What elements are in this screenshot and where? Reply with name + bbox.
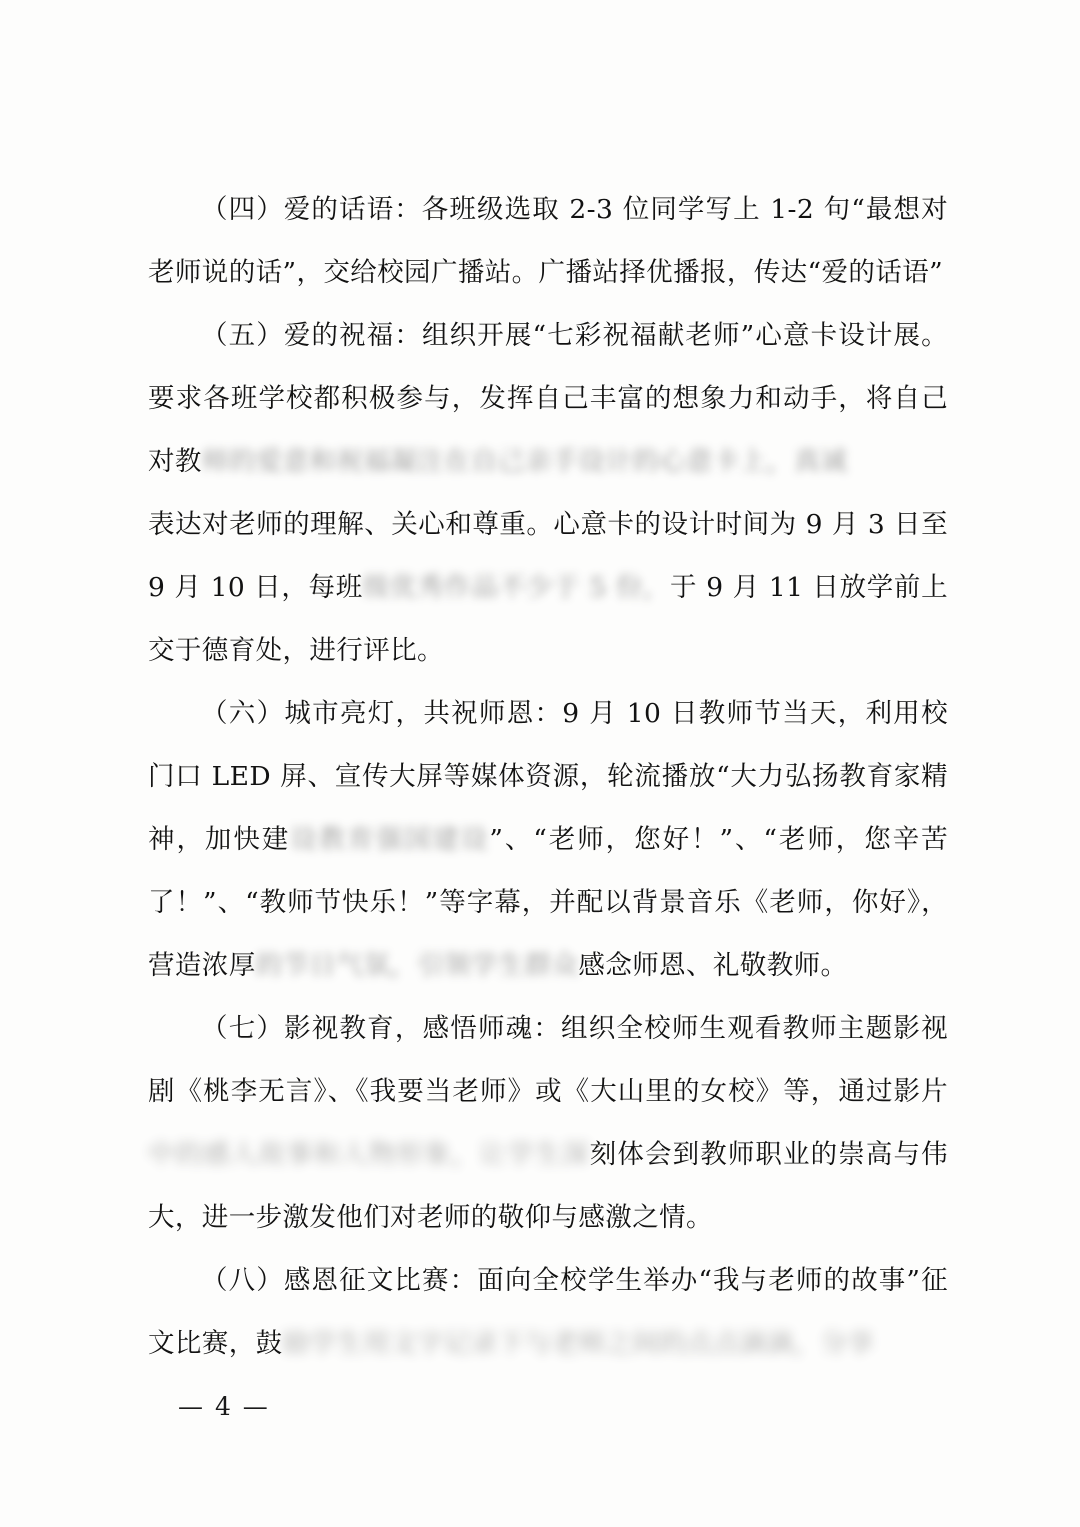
paragraph-item-six [148, 682, 948, 997]
redacted-text: 的节日气氛，引领学生群众 [255, 950, 579, 981]
paragraph-text: 于 9 月 11 日放学前上交于德育处，进行评比。 [148, 572, 948, 666]
redacted-text: 中的感人故事和人物形象，让学生深 [148, 1139, 590, 1170]
paragraph-item-four [148, 178, 948, 304]
redacted-text: 设教育强国建设 [290, 824, 490, 855]
paragraph-text: 刻体会到教师职业的崇高与伟大，进一步激发他们对老师的敬仰与感激之情。 [148, 1139, 948, 1233]
redacted-text: 级优秀作品不少于 5 份， [362, 572, 670, 603]
paragraph-text: 感念师恩、礼敬教师。 [578, 950, 848, 981]
paragraph-text: （五）爱的祝福：组织开展“七彩祝福献老师”心意卡设计展。要求各班学校都积极参与，发挥自己丰富的想象力和动手，将自己对教 [148, 320, 948, 477]
paragraph-text: （八）感恩征文比赛：面向全校学生举办“我与老师的故事”征文比赛，鼓 [148, 1265, 948, 1359]
paragraph-item-five [148, 304, 948, 493]
document-body [148, 178, 948, 1375]
redacted-text: 师的爱意和祝福凝注在自己亲手设计的心意卡上，真诚 [201, 446, 848, 477]
paragraph-text: （七）影视教育，感悟师魂：组织全校师生观看教师主题影视剧《桃李无言》、《我要当老师》或《大山里的女校》等，通过影片 [148, 1013, 948, 1107]
paragraph-text: （六）城市亮灯，共祝师恩：9 月 10 日教师节当天，利用校门口 LED 屏、宣传大屏等媒体资源，轮流播放“大力弘扬教育家精神，加快建 [148, 698, 948, 855]
paragraph-item-five-continued [148, 493, 948, 682]
paragraph-text: ”、“老师，您好！”、“老师，您辛苦了！”、“教师节快乐！”等字幕，并配以背景音乐《老师，你好》，营造浓厚 [148, 824, 949, 981]
paragraph-item-seven [148, 997, 948, 1249]
page-number: — 4 — [178, 1392, 270, 1421]
paragraph-text: 表达对老师的理解、关心和尊重。心意卡的设计时间为 9 月 3 日至 9 月 10 日，每班 [148, 509, 948, 603]
paragraph-text: （四）爱的话语：各班级选取 2-3 位同学写上 1-2 句“最想对老师说的话”，交给校园广播站。广播站择优播报，传达“爱的话语” [148, 194, 948, 288]
paragraph-item-eight [148, 1249, 948, 1375]
redacted-text: 励学生用文字记录下与老师之间的点点滴滴，分享 [282, 1328, 875, 1359]
